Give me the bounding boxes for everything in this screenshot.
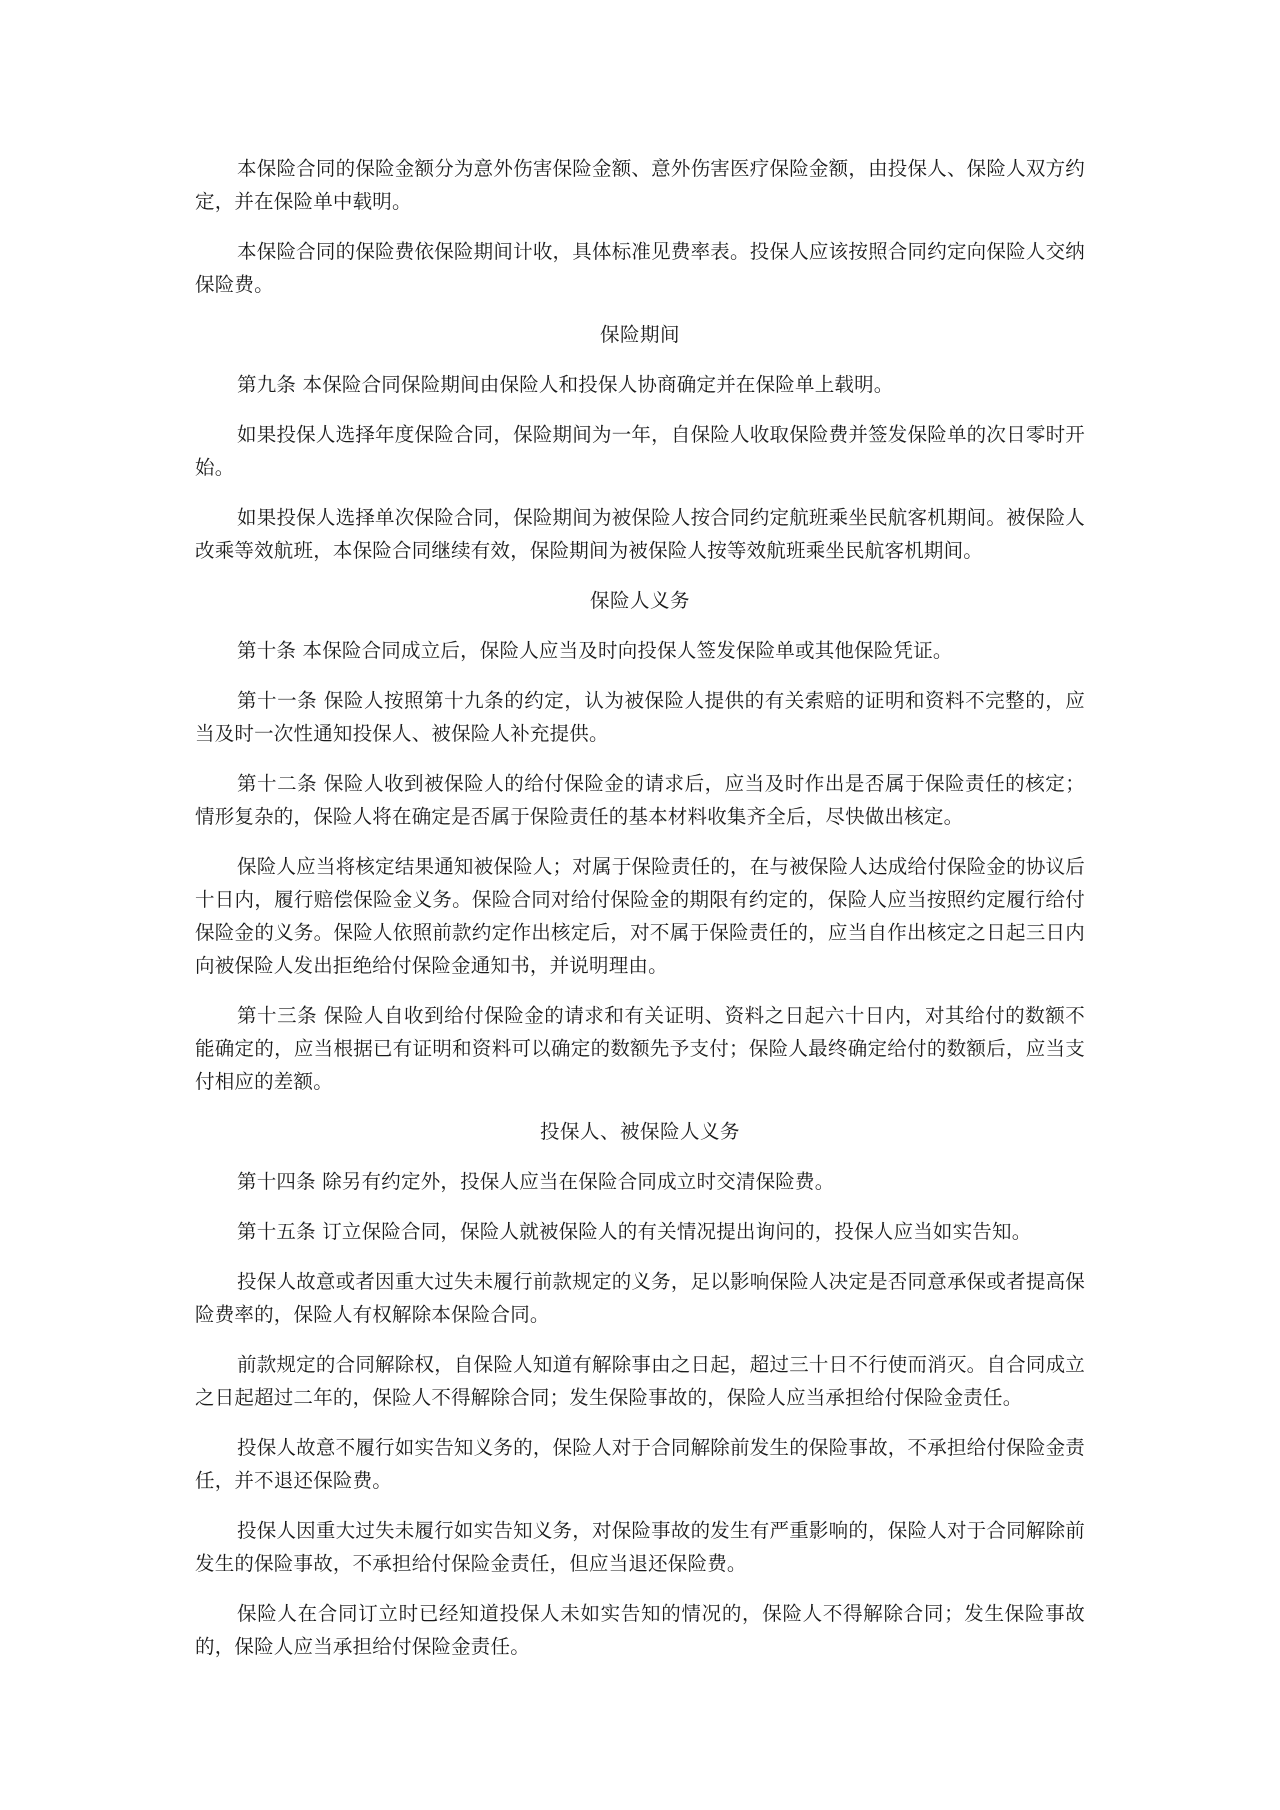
- paragraph-rescission-right: 前款规定的合同解除权，自保险人知道有解除事由之日起，超过三十日不行使而消灭。自合同成立之日起超过二年的，保险人不得解除合同；发生保险事故的，保险人应当承担给付保险金责任。: [195, 1353, 1085, 1409]
- section-heading-insurance-period: 保险期间: [599, 323, 680, 346]
- paragraph-article-14: 第十四条 除另有约定外，投保人应当在保险合同成立时交清保险费。: [237, 1170, 835, 1193]
- paragraph-insured-amount: 本保险合同的保险金额分为意外伤害保险金额、意外伤害医疗保险金额，由投保人、保险人双方约定，并在保险单中载明。: [195, 157, 1085, 213]
- paragraph-claim-notification: 保险人应当将核定结果通知被保险人；对属于保险责任的，在与被保险人达成给付保险金的协议后十日内，履行赔偿保险金义务。保险合同对给付保险金的期限有约定的，保险人应当按照约定履行给付保险金的义务。保险人依照前款约定作出核定后，对不属于保险责任的，应当自作出核定之日起三日内向被保险人发出拒绝给付保险金通知书，并说明理由。: [195, 855, 1085, 977]
- paragraph-article-15: 第十五条 订立保险合同，保险人就被保险人的有关情况提出询问的，投保人应当如实告知。: [237, 1220, 1032, 1243]
- paragraph-insurer-knowledge: 保险人在合同订立时已经知道投保人未如实告知的情况的，保险人不得解除合同；发生保险事故的，保险人应当承担给付保险金责任。: [195, 1602, 1085, 1658]
- paragraph-article-10: 第十条 本保险合同成立后，保险人应当及时向投保人签发保险单或其他保险凭证。: [237, 639, 953, 662]
- paragraph-intentional-nondisclosure: 投保人故意不履行如实告知义务的，保险人对于合同解除前发生的保险事故，不承担给付保险金责任，并不退还保险费。: [195, 1436, 1085, 1492]
- paragraph-single-contract: 如果投保人选择单次保险合同，保险期间为被保险人按合同约定航班乘坐民航客机期间。被保险人改乘等效航班，本保险合同继续有效，保险期间为被保险人按等效航班乘坐民航客机期间。: [195, 506, 1085, 562]
- paragraph-article-11: 第十一条 保险人按照第十九条的约定，认为被保险人提供的有关索赔的证明和资料不完整的，应当及时一次性通知投保人、被保险人补充提供。: [195, 689, 1085, 745]
- paragraph-gross-negligence: 投保人因重大过失未履行如实告知义务，对保险事故的发生有严重影响的，保险人对于合同解除前发生的保险事故，不承担给付保险金责任，但应当退还保险费。: [195, 1519, 1085, 1575]
- paragraph-annual-contract: 如果投保人选择年度保险合同，保险期间为一年，自保险人收取保险费并签发保险单的次日零时开始。: [195, 423, 1085, 479]
- document-body: [195, 152, 1085, 1680]
- section-heading-insurer-obligations: 保险人义务: [589, 589, 690, 612]
- paragraph-premium: 本保险合同的保险费依保险期间计收，具体标准见费率表。投保人应该按照合同约定向保险人交纳保险费。: [195, 240, 1085, 296]
- paragraph-article-12: 第十二条 保险人收到被保险人的给付保险金的请求后，应当及时作出是否属于保险责任的核定；情形复杂的，保险人将在确定是否属于保险责任的基本材料收集齐全后，尽快做出核定。: [195, 772, 1085, 828]
- paragraph-article-9: 第九条 本保险合同保险期间由保险人和投保人协商确定并在保险单上载明。: [237, 373, 894, 396]
- paragraph-disclosure-breach: 投保人故意或者因重大过失未履行前款规定的义务，足以影响保险人决定是否同意承保或者提高保险费率的，保险人有权解除本保险合同。: [195, 1270, 1085, 1326]
- paragraph-article-13: 第十三条 保险人自收到给付保险金的请求和有关证明、资料之日起六十日内，对其给付的数额不能确定的，应当根据已有证明和资料可以确定的数额先予支付；保险人最终确定给付的数额后，应当支付相应的差额。: [195, 1004, 1085, 1093]
- section-heading-policyholder-obligations: 投保人、被保险人义务: [539, 1120, 740, 1143]
